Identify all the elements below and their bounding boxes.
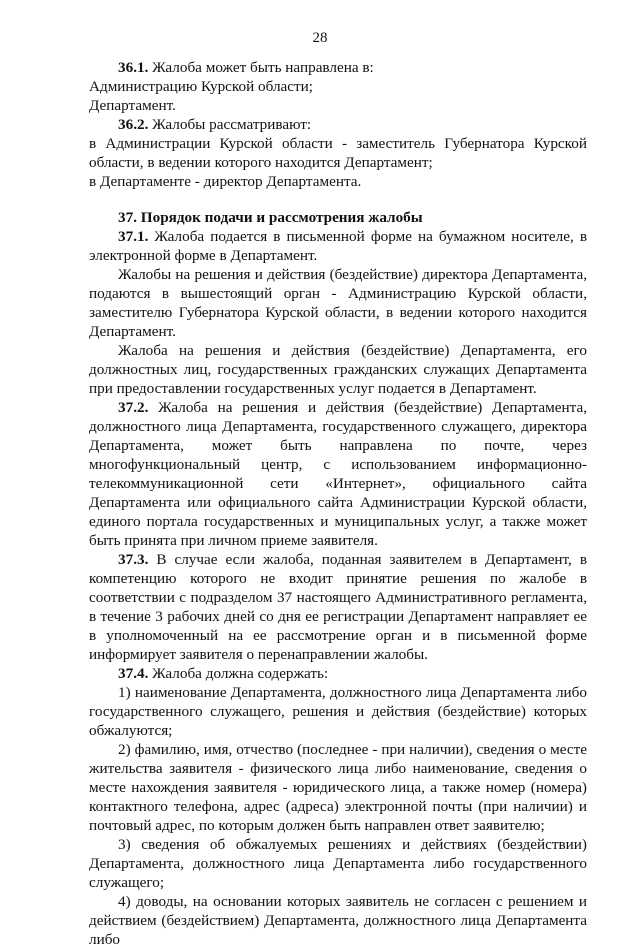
list-item: Администрацию Курской области; xyxy=(89,78,314,95)
paragraph-37-3 xyxy=(89,550,587,664)
list-item: в Департаменте - директор Департамента. xyxy=(89,173,362,190)
clause-number: 37.4. xyxy=(118,665,149,682)
clause-number: 36.1. xyxy=(118,59,149,76)
list-item: 1) наименование Департамента, должностного лица Департамента либо государственного служащего, решения и действия (бездействие) которых обжалуются; xyxy=(89,684,587,739)
section-heading-text: 37. Порядок подачи и рассмотрения жалобы xyxy=(118,209,423,226)
list-item: в Администрации Курской области - заместитель Губернатора Курской области, в ведении которого находится Департамент; xyxy=(89,135,587,171)
paragraph-text: Жалоба должна содержать: xyxy=(148,665,329,682)
paragraph-37-1 xyxy=(89,227,587,265)
paragraph-text: Жалобы рассматривают: xyxy=(148,116,312,133)
paragraph-text: Жалоба может быть направлена в: xyxy=(148,59,374,76)
paragraph-text: Жалоба на решения и действия (бездействие) Департамента, должностного лица Департамента, государственного служащего, директора Департамента, может быть направлена по почте, через многофункциональный центр, с использованием информационно-телекоммуникационной сети «Интернет», официального сайта Департамента или официального сайта Администрации Курской области, единого портала государственных и муниципальных услуг, а также может быть принята при личном приеме заявителя. xyxy=(89,399,587,549)
list-item: 3) сведения об обжалуемых решениях и действиях (бездействии) Департамента, должностного лица Департамента либо государственного служащего; xyxy=(89,836,587,891)
list-item: 2) фамилию, имя, отчество (последнее - при наличии), сведения о месте жительства заявителя - физического лица либо наименование, сведения о месте нахождения заявителя - юридического лица, а также номер (номера) контактного телефона, адрес (адреса) электронной почты (при наличии) и почтовый адрес, по которым должен быть направлен ответ заявителю; xyxy=(89,741,587,834)
paragraph-36-1 xyxy=(89,58,587,77)
paragraph-37-2 xyxy=(89,398,587,550)
list-item: Департамент. xyxy=(89,97,176,114)
clause-number: 37.2. xyxy=(118,399,149,416)
paragraph-36-2 xyxy=(89,115,587,134)
paragraph-text: В случае если жалоба, поданная заявителем в Департамент, в компетенцию которого не входит принятие решения по жалобе в соответствии с подразделом 37 настоящего Административного регламента, в течение 3 рабочих дней со дня ее регистрации Департамент направляет ее в уполномоченный на ее рассмотрение орган и в письменной форме информирует заявителя о перенаправлении жалобы. xyxy=(89,551,587,663)
document-body xyxy=(89,58,587,949)
section-gap xyxy=(89,191,587,208)
clause-number: 37.3. xyxy=(118,551,149,568)
paragraph-text: Жалоба подается в письменной форме на бумажном носителе, в электронной форме в Департамент. xyxy=(89,228,587,264)
section-heading xyxy=(89,208,587,227)
clause-number: 36.2. xyxy=(118,116,149,133)
page-number: 28 xyxy=(312,30,328,46)
list-item: 4) доводы, на основании которых заявитель не согласен с решением и действием (бездействием) Департамента, должностного лица Департамента либо xyxy=(89,893,587,948)
paragraph: Жалоба на решения и действия (бездействие) Департамента, его должностных лиц, государственных гражданских служащих Департамента при предоставлении государственных услуг подается в Департамент. xyxy=(89,342,587,397)
paragraph: Жалобы на решения и действия (бездействие) директора Департамента, подаются в вышестоящий орган - Администрацию Курской области, заместителю Губернатора Курской области, в ведении которого находится Департамент. xyxy=(89,266,587,340)
clause-number: 37.1. xyxy=(118,228,149,245)
paragraph-37-4 xyxy=(89,664,587,683)
